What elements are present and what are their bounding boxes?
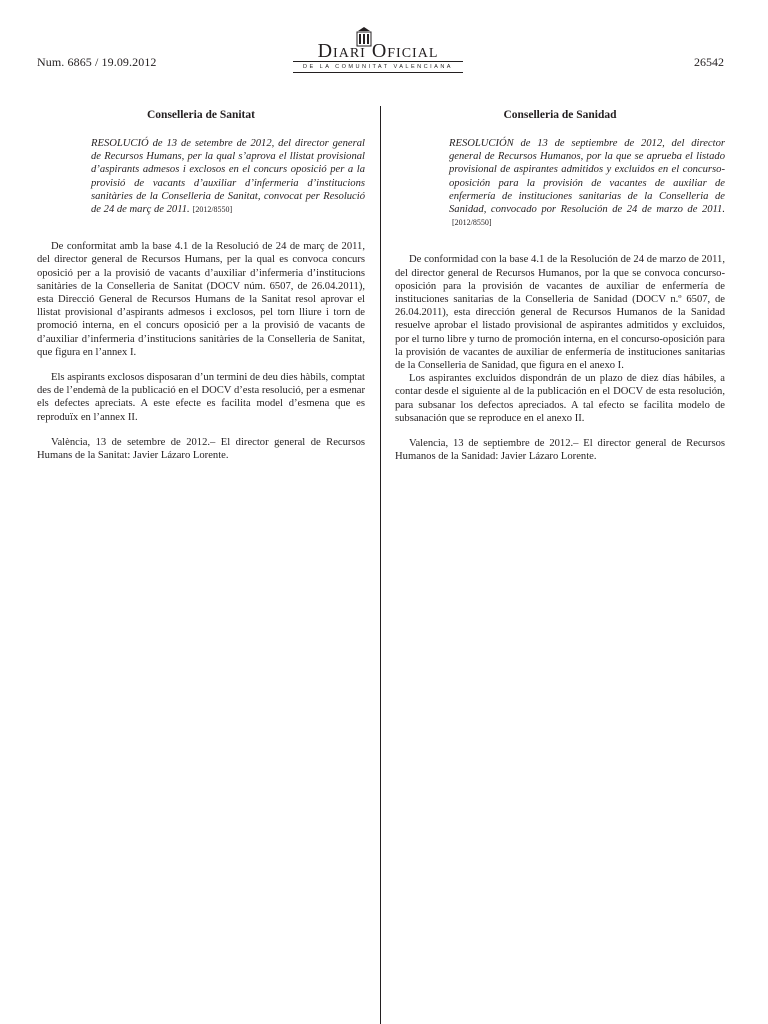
signature-paragraph: València, 13 de setembre de 2012.– El director general de Recursos Humans de la Sanitat: Javier Lázaro Lorente.	[37, 436, 365, 462]
masthead-title: Diari Oficial	[317, 40, 439, 62]
masthead-rule	[293, 61, 463, 62]
summary-text: RESOLUCIÓN de 13 de septiembre de 2012, del director general de Recursos Humanos, por la que se aprueba el listado provisional de aspirantes admitidos y excluidos en el concurso-oposición para la provisión de vacantes de auxiliar de enfermería de instituciones sanitarias de la Conselleria de Sanidad, convocado por Resolución de 24 de marzo de 2011.	[449, 138, 725, 216]
resolution-summary	[91, 137, 365, 216]
reference-code: [2012/8550]	[192, 205, 233, 215]
signature-paragraph: Valencia, 13 de septiembre de 2012.– El director general de Recursos Humanos de la Sanidad: Javier Lázaro Lorente.	[395, 438, 725, 463]
body-paragraph: De conformidad con la base 4.1 de la Resolución de 24 de marzo de 2011, del director general de Recursos Humanos, por la que se convoca concurso-oposición para la provisión de vacantes de auxiliar de enfermería de instituciones sanitarias de la Conselleria de Sanidad (DOCV n.º 6507, de 26.04.2011), esta dirección general de Recursos Humanos de la Sanidad resuelve aprobar el listado provisional de aspirantes admitidos y excluidos, por el turno libre y turno de promoción interna, en el concurso-oposición para la provisión de vacantes de auxiliar de enfermería de instituciones sanitarias de la Conselleria de Sanidad, que figura en el anexo I.	[395, 254, 725, 372]
masthead	[293, 26, 463, 74]
body-paragraph: De conformitat amb la base 4.1 de la Resolució de 24 de març de 2011, del director general de Recursos Humans, per la qual es convoca concurs oposició per a la provisió de vacants d’auxiliar d’infermeria d’institucions sanitàries de la Conselleria de Sanitat (DOCV núm. 6507, de 26.04.2011), esta Direcció General de Recursos Humans de la Sanitat resol aprovar el llistat provisional d’aspirants admesos i exclosos, pel torn lliure i torn de promoció interna, en el concurs oposició per a la provisió de vacants de d’auxiliar d’infermeria d’institucions sanitàries de la Conselleria de Sanitat, que figura en l’annex I.	[37, 241, 365, 358]
column-divider	[380, 106, 381, 1024]
masthead-rule	[293, 72, 463, 73]
summary-text: RESOLUCIÓ de 13 de setembre de 2012, del director general de Recursos Humans, per la qual s’aprova el llistat provisional d’aspirants admesos i exclosos en el concurs oposició per a la provisió de vacants d’auxiliar d’infermeria d’institucions sanitàries de la Conselleria de Sanitat, convocat per Resolució de 24 de març de 2011.	[91, 138, 365, 216]
left-column	[37, 109, 365, 474]
right-column	[395, 109, 725, 463]
section-title: Conselleria de Sanitat	[147, 109, 255, 121]
body-paragraph: Los aspirantes excluidos dispondrán de un plazo de diez días hábiles, a contar desde el siguiente al de la publicación en el DOCV de esta resolución, para subsanar los defectos apreciados. A tal efecto se facilita modelo de subsanación que se reproduce en el anexo II.	[395, 373, 725, 424]
resolution-body	[395, 253, 725, 463]
section-title: Conselleria de Sanidad	[503, 109, 617, 121]
issue-number-date: Num. 6865 / 19.09.2012	[37, 55, 157, 69]
resolution-body	[37, 240, 365, 462]
resolution-summary	[449, 137, 725, 229]
masthead-subtitle: DE LA COMUNITAT VALENCIANA	[302, 64, 453, 70]
reference-code: [2012/8550]	[452, 218, 492, 228]
page-number: 26542	[694, 55, 724, 69]
body-paragraph: Els aspirants exclosos disposaran d’un termini de deu dies hàbils, comptat des de l’endemà de la publicació en el DOCV d’esta resolució, per a esmenar els defectes apreciats. A este efecte es facilita model d’esmena que es reproduïx en l’annex II.	[37, 372, 365, 423]
